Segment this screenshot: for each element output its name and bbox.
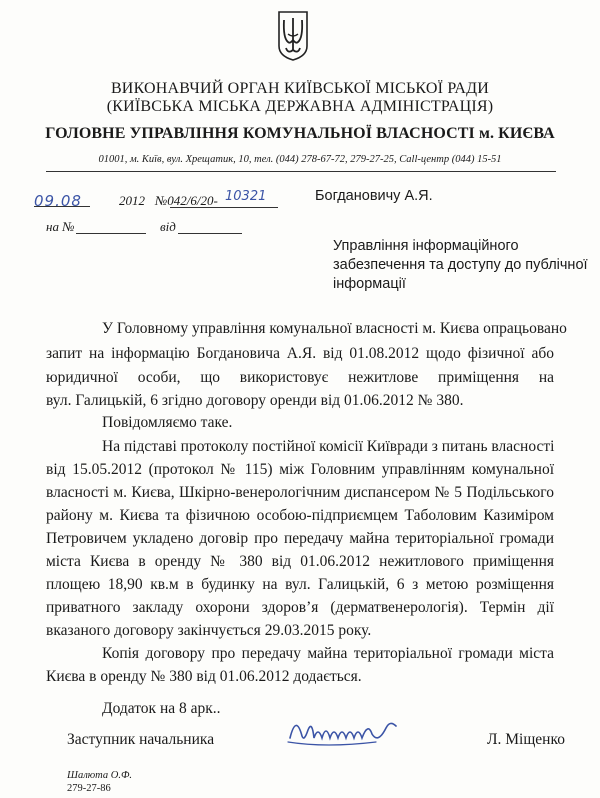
body-line: міста Києва в оренду № 380 від 01.06.2012 нежитлового приміщення [46, 553, 554, 570]
department-name: ГОЛОВНЕ УПРАВЛІННЯ КОМУНАЛЬНОЇ ВЛАСНОСТІ м. КИЄВА [45, 125, 555, 142]
signer-name: Л. Міщенко [487, 731, 565, 748]
attachment-note: Додаток на 8 арк.. [102, 700, 221, 717]
body-line: Петровичем укладено договір про передачу майна територіальної громади [46, 530, 554, 547]
body-line: Повідомляємо таке. [102, 414, 233, 431]
body-line: вказаного договору закінчується 29.03.2015 року. [46, 622, 372, 639]
body-line: від 15.05.2012 (протокол № 115) між Головним управлінням комунальної [46, 461, 554, 478]
letterhead-address: 01001, м. Київ, вул. Хрещатик, 10, тел. (044) 278-67-72, 279-27-25, Call-центр (044) 15-51 [98, 154, 502, 165]
copy-to-line: Управління інформаційного [333, 238, 519, 254]
executor-name: Шалюта О.Ф. [67, 770, 133, 781]
body-line: юридичної особи, що використовує нежитлове приміщення на [46, 369, 554, 386]
signer-title: Заступник начальника [67, 731, 215, 748]
date-underline [34, 206, 90, 207]
body-line: площею 18,90 кв.м в будинку на вул. Галицькій, 6 з метою розміщення [46, 576, 554, 593]
reference-date-label: від [160, 219, 176, 234]
copy-to-line: інформації [333, 276, 406, 292]
reference-number-blank [76, 233, 146, 234]
body-line: Києва в оренду № 380 від 01.06.2012 додається. [46, 668, 362, 685]
body-line: На підставі протоколу постійної комісії Київради з питань власності [102, 438, 555, 455]
org-name-line2: (КИЇВСЬКА МІСЬКА ДЕРЖАВНА АДМІНІСТРАЦІЯ) [106, 98, 494, 115]
addressee-name: Богдановичу А.Я. [315, 188, 433, 204]
trident-emblem-icon [276, 10, 310, 62]
reference-number-label: на № [46, 219, 75, 234]
body-line: власності м. Києва, Шкірно-венерологічним диспансером № 5 Подільського [46, 484, 554, 501]
body-line: запит на інформацію Богдановича А.Я. від 01.08.2012 щодо фізичної або [46, 345, 554, 362]
handwritten-signature [286, 708, 404, 752]
body-line: району м. Києва та фізичною особою-підприємцем Таболовим Казиміром [46, 507, 554, 524]
body-line: У Головному управління комунальної власності м. Києва опрацьовано [102, 320, 567, 337]
registration-number-prefix: №042/6/20- [155, 193, 218, 208]
reference-date-blank [178, 233, 242, 234]
body-line: приватного закладу охорони здоров’я (дерматвенерологія). Термін дії [46, 599, 554, 616]
registration-year: 2012 [119, 193, 145, 208]
number-underline [170, 207, 278, 208]
letterhead-divider [46, 171, 556, 172]
body-line: вул. Галицькій, 6 згідно договору оренди від 01.06.2012 № 380. [46, 392, 464, 409]
org-name-line1: ВИКОНАВЧИЙ ОРГАН КИЇВСЬКОЇ МІСЬКОЇ РАДИ [110, 80, 490, 97]
executor-phone: 279-27-86 [67, 783, 111, 794]
handwritten-registration-number: 10321 [225, 189, 267, 204]
copy-to-line: забезпечення та доступу до публічної [333, 257, 588, 273]
body-line: Копія договору про передачу майна територіальної громади міста [102, 645, 554, 662]
handwritten-date: 09.08 [34, 192, 82, 210]
